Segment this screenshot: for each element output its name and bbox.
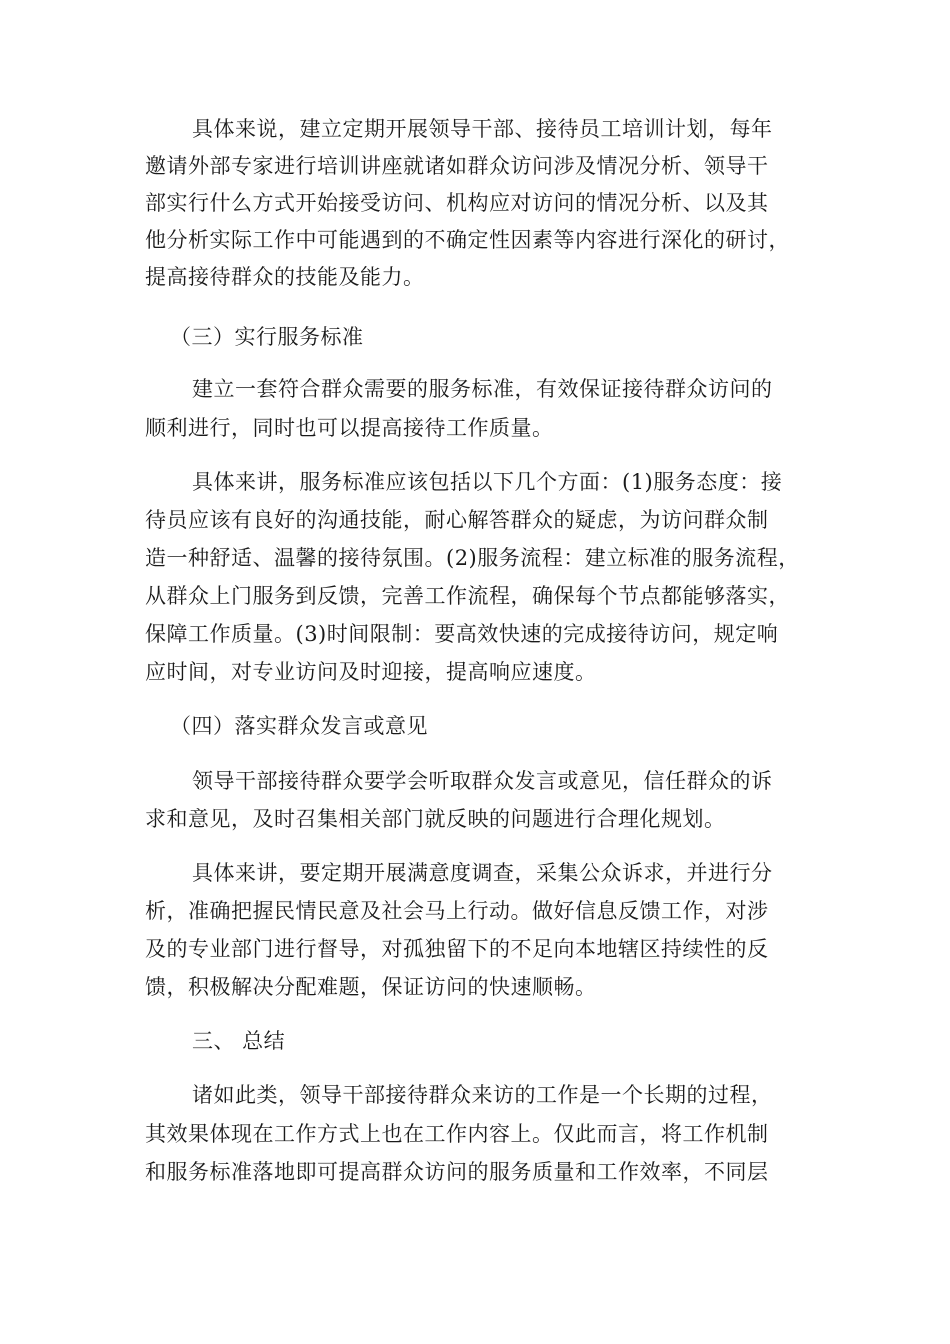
text-line: 和服务标准落地即可提高群众访问的服务质量和工作效率，不同层	[145, 1160, 769, 1184]
text-line: 求和意见，及时召集相关部门就反映的问题进行合理化规划。	[145, 807, 726, 831]
text-line: 他分析实际工作中可能遇到的不确定性因素等内容进行深化的研讨，	[145, 228, 790, 252]
text-line: 保障工作质量。(3)时间限制：要高效快速的完成接待访问，规定响	[145, 622, 779, 646]
text-line: 顺利进行，同时也可以提高接待工作质量。	[145, 416, 554, 440]
text-line: 从群众上门服务到反馈，完善工作流程，确保每个节点都能够落实，	[145, 584, 790, 608]
text-line: 析，准确把握民情民意及社会马上行动。做好信息反馈工作，对涉	[145, 899, 769, 923]
heading-service-standard: （三）实行服务标准	[170, 325, 364, 349]
text-line: 建立一套符合群众需要的服务标准，有效保证接待群众访问的	[192, 377, 773, 401]
text-line: 具体来说，建立定期开展领导干部、接待员工培训计划，每年	[192, 117, 773, 141]
text-line: 具体来讲，要定期开展满意度调查，采集公众诉求，并进行分	[192, 861, 773, 885]
text-line: 馈，积极解决分配难题，保证访问的快速顺畅。	[145, 975, 597, 999]
text-line: 具体来讲，服务标准应该包括以下几个方面：(1)服务态度：接	[192, 470, 783, 494]
text-line: 其效果体现在工作方式上也在工作内容上。仅此而言，将工作机制	[145, 1122, 769, 1146]
text-line: 应时间，对专业访问及时迎接，提高响应速度。	[145, 660, 597, 684]
text-line: 及的专业部门进行督导，对孤独留下的不足向本地辖区持续性的反	[145, 937, 769, 961]
text-line: 待员应该有良好的沟通技能，耐心解答群众的疑虑，为访问群众制	[145, 508, 769, 532]
text-line: 诸如此类，领导干部接待群众来访的工作是一个长期的过程，	[192, 1083, 773, 1107]
text-line: 领导干部接待群众要学会听取群众发言或意见，信任群众的诉	[192, 769, 773, 793]
heading-summary: 三、 总结	[192, 1029, 286, 1053]
text-line: 造一种舒适、温馨的接待氛围。(2)服务流程：建立标准的服务流程，	[145, 546, 800, 570]
text-line: 部实行什么方式开始接受访问、机构应对访问的情况分析、以及其	[145, 191, 769, 215]
heading-implement-opinions: （四）落实群众发言或意见	[170, 714, 428, 738]
text-line: 提高接待群众的技能及能力。	[145, 265, 425, 289]
text-line: 邀请外部专家进行培训讲座就诸如群众访问涉及情况分析、领导干	[145, 154, 769, 178]
